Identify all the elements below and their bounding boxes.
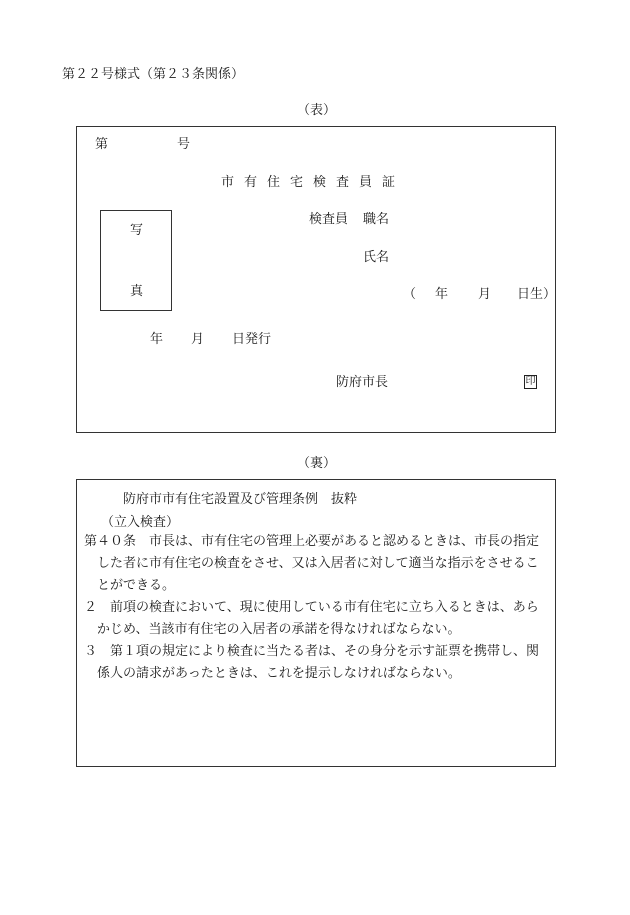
para3-number: ３ — [84, 644, 98, 659]
seal-mark: 印 — [525, 376, 536, 387]
birth-month: 月 — [478, 287, 492, 302]
front-side-label: （表） — [297, 103, 337, 118]
issue-month: 月 — [191, 332, 205, 347]
birth-day: 日生） — [517, 287, 557, 302]
paragraph-3 — [84, 641, 551, 685]
section-heading: （立入検査） — [101, 515, 180, 530]
para2-text: 前項の検査において、現に使用している市有住宅に立ち入るときは、あらかじめ、当該市有住宅の入居者の承諾を得なければならない。 — [97, 600, 539, 637]
article-label: 第４０条 — [84, 534, 137, 549]
photo-label-top: 写 — [130, 223, 144, 238]
para3-text: 第１項の規定により検査に当たる者は、その身分を示す証票を携帯し、関係人の請求があったときは、これを提示しなければならない。 — [97, 644, 540, 681]
birth-year: 年 — [435, 287, 449, 302]
issue-year: 年 — [150, 332, 164, 347]
paragraph-2 — [84, 597, 551, 641]
birth-open: （ — [403, 287, 417, 302]
form-title: 第２２号様式（第２３条関係） — [62, 67, 245, 82]
article-40 — [84, 531, 551, 597]
article-text: 市長は、市有住宅の管理上必要があると認めるときは、市長の指定した者に市有住宅の検査をさせ、又は入居者に対して適当な指示をさせることができる。 — [97, 534, 540, 593]
photo-box — [100, 210, 172, 311]
number-suffix: 号 — [177, 137, 191, 152]
ordinance-title: 防府市市有住宅設置及び管理条例 抜粋 — [123, 492, 358, 507]
issuer-label: 防府市長 — [336, 375, 389, 390]
para2-number: ２ — [84, 600, 98, 615]
issue-day: 日発行 — [232, 332, 272, 347]
back-card — [76, 479, 556, 767]
back-side-label: （裏） — [297, 456, 337, 471]
inspector-label: 検査員 — [309, 212, 349, 227]
front-card — [76, 126, 556, 433]
name-label: 氏名 — [363, 250, 390, 265]
number-prefix: 第 — [95, 137, 109, 152]
certificate-title: 市有住宅検査員証 — [221, 175, 406, 190]
photo-label-bottom: 真 — [130, 284, 144, 299]
position-label: 職名 — [363, 212, 390, 227]
